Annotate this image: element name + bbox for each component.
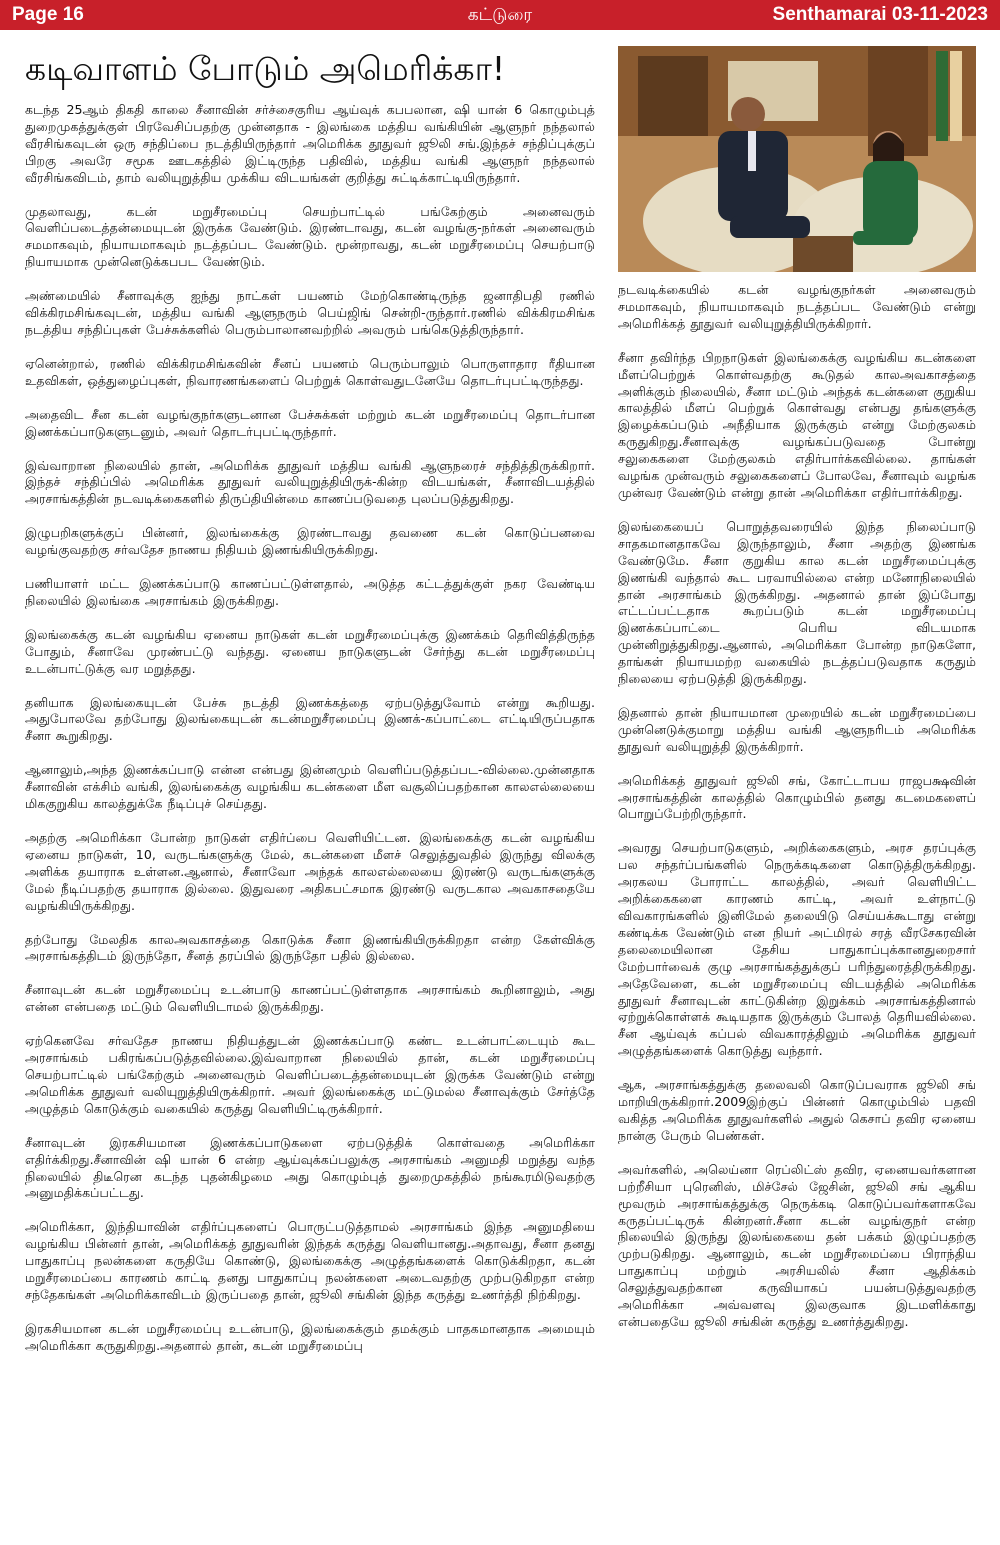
article-paragraph: அமெரிக்கா, இந்தியாவின் எதிர்ப்புகளைப் பொருட்படுத்தாமல் அரசாங்கம் இந்த அனுமதியை வழங்கிய பின்னர் தான், அமெரிக்கத் தூதுவரின் இந்தக் கருத்து வெளியானது.அதாவது, சீனா தனது பாதுகாப்பு நலன்களை கருதியே கொண்டு, இலங்கைக்கு அழுத்தங்களைக் கொடுக்கிறதா, கடன் மறுசீரமைப்பை காரணம் காட்டி தனது பாதுகாப்பு நலன்களை அடைவதற்கு முற்படுகிறதா என்ற சந்தேகங்கள் அமெரிக்காவிடம் இருப்பதை தான், ஜூலி சங்கின் இந்த கருத்து உணர்த்தி நிற்கிறது.: [25, 1219, 595, 1302]
article-paragraph: சீனா தவிர்ந்த பிறநாடுகள் இலங்கைக்கு வழங்கிய கடன்களை மீளப்பெற்றுக் கொள்வதற்கு கூடுதல் காலஅவகாசத்தை அளிக்கும் நிலையில், சீனா மட்டும் அந்தக் கடன்களை குறுகிய காலத்தில் மீளப் பெற்றுக் கொள்வது என்பது தங்களுக்கு இழைக்கப்படும் அநீதியாக இருக்கும் என்று மேற்குலகம் கருதுகிறது.சீனாவுக்கு வழங்கப்படுவதை போன்று சலுகைகளை மேற்குலகம் எதிர்பார்க்கவில்லை. தாங்கள் வழங்க முன்வரும் சலுகைகளைப் போலவே, சீனாவும் வழங்க முன்வர வேண்டும் என்று தான் அமெரிக்கா எதிர்பார்க்கிறது.: [618, 349, 976, 500]
section-label: கட்டுரை: [467, 5, 533, 25]
article-photo: [618, 46, 976, 272]
article-paragraph: இழுபறிகளுக்குப் பின்னர், இலங்கைக்கு இரண்டாவது தவணை கடன் கொடுப்பனவை வழங்குவதற்கு சர்வதேச நாணய நிதியம் இணங்கியிருக்கிறது.: [25, 525, 595, 558]
article-paragraph: அவர்களில், அலெய்னா ரெப்லிட்ஸ் தவிர, ஏனையவர்களான பற்றீசியா புரெனிஸ், மிச்சேல் ஜேசின், ஜூலி சங் ஆகிய மூவரும் அரசாங்கத்துக்கு நெருக்கடி கொடுப்பவர்களாகவே கருதப்பட்டிருக் கின்றனர்.சீனா கடன் வழங்குநர் என்ற நிலையில் இருந்து இலங்கையை தன் பக்கம் இழுப்பதற்கு முற்படுகிறது. ஆனாலும், கடன் மறுசீரமைப்பை பிராந்திய பாதுகாப்பு மற்றும் அரசியலில் சீனா ஆதிக்கம் செலுத்துவதற்கான கருவியாகப் பயன்படுத்துவதற்கு அமெரிக்கா அவ்வளவு இலகுவாக இடமளிக்காது என்பதையே ஜூலி சங்கின் கருத்து உணர்த்துகிறது.: [618, 1161, 976, 1329]
meeting-photo-illustration: [618, 46, 976, 272]
article-paragraph: இதனால் தான் நியாயமான முறையில் கடன் மறுசீரமைப்பை முன்னெடுக்குமாறு மத்திய வங்கி ஆளுநரிடம் அமெரிக்க தூதுவர் வலியுறுத்தி இருக்கிறார்.: [618, 704, 976, 754]
article-paragraph: அதற்கு அமெரிக்கா போன்ற நாடுகள் எதிர்ப்பை வெளியிட்டன. இலங்கைக்கு கடன் வழங்கிய ஏனைய நாடுகள், 10, வருடங்களுக்கு மேல், கடன்களை மீளச் செலுத்துவதில் இருந்து விலக்கு அளிக்க தயாராக உள்ளன.ஆனால், சீனாவோ அந்தக் காலஎல்லையை இரண்டு வருடங்களுக்கு மேல் நீடிப்பதற்கு தயாராக இல்லை. இதுவரை அதிகபட்சமாக இரண்டு வருடகால அவகாசதையே வழங்கியிருக்கிறது.: [25, 830, 595, 913]
article-paragraph: அமெரிக்கத் தூதுவர் ஜூலி சங், கோட்டாபய ராஜபக்ஷவின் அரசாங்கத்தின் காலத்தில் கொழும்பில் தனது கடமைகளைப் பொறுப்பேற்றிருந்தார்.: [618, 772, 976, 822]
article-paragraph: நடவடிக்கையில் கடன் வழங்குநர்கள் அனைவரும் சமமாகவும், நியாயமாகவும் நடத்தப்பட வேண்டும் என்று அமெரிக்கத் தூதுவர் வலியுறுத்தியிருக்கிறார்.: [618, 282, 976, 331]
article-paragraph: இலங்கைக்கு கடன் வழங்கிய ஏனைய நாடுகள் கடன் மறுசீரமைப்புக்கு இணக்கம் தெரிவித்திருந்த போதும், சீனாவே முரண்பட்டு வந்தது. ஏனைய நாடுகளுடன் சேர்ந்து கடன் மறுசீரமைப்பு உடன்பாட்டுக்கு வர மறுத்தது.: [25, 626, 595, 676]
article-paragraph: இலங்கையைப் பொறுத்தவரையில் இந்த நிலைப்பாடு சாதகமானதாகவே இருந்தாலும், சீனா அதற்கு இணங்க வேண்டுமே. சீனா குறுகிய கால கடன் மறுசீரமைப்புக்கு இணங்கி வந்தால் கூட பரவாயில்லை என்ற மனோநிலையில் தான் அரசாங்கம் இருக்கிறது. அதனால் தான் இப்போது எட்டப்பட்டதாக கூறப்படும் கடன் மறுசீரமைப்பு இணக்கப்பாட்டை பெரிய விடயமாக முன்னிறுத்துகிறது.ஆனால், அமெரிக்கா போன்ற நாடுகளோ, தாங்கள் நியாயமற்ற வகையில் நடத்தப்படுவதாக கருதும் நிலையை ஏற்படுத்தி இருக்கிறது.: [618, 518, 976, 687]
article-paragraph: சீனாவுடன் கடன் மறுசீரமைப்பு உடன்பாடு காணப்பட்டுள்ளதாக அரசாங்கம் கூறினாலும், அது என்ன என்பதை மட்டும் வெளியிடாமல் இருக்கிறது.: [25, 982, 595, 1015]
article-paragraph: அண்மையில் சீனாவுக்கு ஐந்து நாட்கள் பயணம் மேற்கொண்டிருந்த ஜனாதிபதி ரணில் விக்கிரமசிங்கவுடன், மத்திய வங்கி ஆளுநரும் பெய்ஜிங் சென்றி-ருந்தார்.ரணில் விக்கிரமசிங்க நடத்திய சந்திப்புகள் பேச்சுக்களில் பெரும்பாலானவற்றில் அவரும் பங்கெடுத்திருந்தார்.: [25, 288, 595, 337]
article-paragraph: அவரது செயற்பாடுகளும், அறிக்கைகளும், அரச தரப்புக்கு பல சந்தர்ப்பங்களில் நெருக்கடிகளை கொடுத்திருக்கிறது. அரகலய போராட்ட காலத்தில், அவர் வெளியிட்ட அறிக்கைகளை காரணம் காட்டி, அவர் உள்நாட்டு விவகாரங்களில் இனிமேல் தலையிடு செய்யக்கூடாது என்று கண்டிக்க வேண்டும் என நியர் அட்மிரல் சரத் வீரசேகரவின் தலைமையிலான தேசிய பாதுகாப்புக்கானதுறைசார் மேற்பார்வைக் குழு அரசாங்கத்துக்குப் பரிந்துரைத்திருக்கிறது. அதேவேளை, கடன் மறுசீரமைப்பு விடயத்தில் அமெரிக்க தூதுவர் சீனாவுடன் காட்டுகின்ற இறுக்கம் அரசாங்கத்தினால் ஏற்றுக்கொள்ளக் கூடியதாக இருக்கும் போலத் தெரியவில்லை. சீன ஆய்வுக் கப்பல் விவகாரத்திலும் அமெரிக்க தூதுவர் அழுத்தங்களைக் கொடுத்து வந்தார்.: [618, 840, 976, 1059]
article-paragraph: பணியாளர் மட்ட இணக்கப்பாடு காணப்பட்டுள்ளதால், அடுத்த கட்டத்துக்குள் நகர வேண்டிய நிலையில் இலங்கை அரசாங்கம் இருக்கிறது.: [25, 576, 595, 608]
article-paragraph: ஏனென்றால், ரணில் விக்கிரமசிங்கவின் சீனப் பயணம் பெரும்பாலும் பொருளாதார ரீதியான உதவிகள், ஒத்துழைப்புகள், நிவாரணங்களைப் பெற்றுக் கொள்வதுடனேயே தொடர்புபட்டிருந்தது.: [25, 355, 595, 388]
article-paragraph: அதைவிட சீன கடன் வழங்குநர்களுடனான பேச்சுக்கள் மற்றும் கடன் மறுசீரமைப்பு தொடர்பான இணக்கப்பாடுகளுடனும், அவர் தொடர்புபட்டிருந்தார்.: [25, 406, 595, 439]
masthead-date: Senthamarai 03-11-2023: [772, 4, 988, 25]
page-number: Page 16: [12, 4, 84, 25]
article-paragraph: ஏற்கெனவே சர்வதேச நாணய நிதியத்துடன் இணக்கப்பாடு கண்ட உடன்பாட்டையும் கூட அரசாங்கம் பகிரங்கப்படுத்தவில்லை.இவ்வாறான நிலையில் தான், கடன் மறுசீரமைப்பு செயற்பாட்டில் பங்கேற்கும் அனைவரும் வெளிப்படைத்தன்மையுடன் இருக்க வேண்டும் என்று அமெரிக்க தூதுவர் வலியுறுத்தியிருக்கிறார். அவர் இலங்கைக்கு மட்டுமல்ல சீனாவுக்கும் சேர்த்தே அழுத்தம் கொடுக்கும் வகையில் கருத்து வெளியிட்டிருக்கிறார்.: [25, 1033, 595, 1116]
article-title: கடிவாளம் போடும் அமெரிக்கா!: [25, 49, 506, 88]
article-paragraph: முதலாவது, கடன் மறுசீரமைப்பு செயற்பாட்டில் பங்கேற்கும் அனைவரும் வெளிப்படைத்தன்மையுடன் இருக்க வேண்டும். இரண்டாவது, கடன் வழங்கு-நர்கள் அனைவரும் சமமாகவும், நியாயமாகவும் நடத்தப்பட வேண்டும். மூன்றாவது, கடன் மறுசீரமைப்பு செயற்பாடு நியாயமாக முன்னெடுக்கபபட வேண்டும்.: [25, 203, 595, 270]
article-paragraph: தற்போது மேலதிக காலஅவகாசத்தை கொடுக்க சீனா இணங்கியிருக்கிறதா என்ற கேள்விக்கு அரசாங்கத்திடம் இருந்தோ, சீனத் தரப்பில் இருந்தோ பதில் இல்லை.: [25, 931, 595, 964]
article-paragraph: ஆக, அரசாங்கத்துக்கு தலைவலி கொடுப்பவராக ஜூலி சங் மாறியிருக்கிறார்.2009இற்குப் பின்னர் கொழும்பில் பதவி வகித்த அமெரிக்க தூதுவர்களில் அதுல் கெசாப் தவிர ஏனைய நான்கு பேரும் பெண்கள்.: [618, 1077, 976, 1143]
article-paragraph: ஆனாலும்,அந்த இணக்கப்பாடு என்ன என்பது இன்னமும் வெளிப்படுத்தப்பட-வில்லை.முன்னதாக சீனாவின் எக்சிம் வங்கி, இலங்கைக்கு வழங்கிய கடன்களை மீள வசூலிப்பதற்கான காலஎல்லையை மிககுறுகிய காலத்துக்கே நீடிப்புச் செய்தது.: [25, 762, 595, 812]
article-body-left-column: [25, 102, 595, 1372]
article-body-right-column: [618, 282, 976, 1348]
article-paragraph: கடந்த 25ஆம் திகதி காலை சீனாவின் சர்ச்சைகுரிய ஆய்வுக் கபபலான, ஷி யான் 6 கொழும்புத் துறைமுகத்துக்குள் பிரவேசிப்பதற்கு முன்னதாக - இலங்கை மத்திய வங்கியின் ஆளுநர் நந்தலால் வீரசிங்கவுடன் ஒரு சந்திப்பை நடத்தியிருந்தார் அமெரிக்க தூதுவர் ஜூலி சங்.இந்தச் சந்திப்புக்குப் பிறகு அவரே சமூக ஊடகத்தில் இட்டிருந்த பதிவில், மத்திய வங்கி ஆளுநர் நந்தலால் வீரசிங்கவிடம், தாம் வலியுறுத்திய முக்கிய விடயங்கள் குறித்து சுட்டிக்காட்டியிருந்தார்.: [25, 102, 595, 185]
article-paragraph: சீனாவுடன் இரகசியமான இணக்கப்பாடுகளை ஏற்படுத்திக் கொள்வதை அமெரிக்கா எதிர்க்கிறது.சீனாவின் ஷி யான் 6 என்ற ஆய்வுக்கப்பலுக்கு அரசாங்கம் அனுமதி மறுத்து வந்த நிலையில் திடீரென கடந்த புதன்கிழமை அது கொழும்புத் துறைமுகத்தில் நங்கூரமிடுவதற்கு அனுமதிக்கப்பட்டது.: [25, 1134, 595, 1201]
article-paragraph: இரகசியமான கடன் மறுசீரமைப்பு உடன்பாடு, இலங்கைக்கும் தமக்கும் பாதகமானதாக அமையும் அமெரிக்கா கருதுகிறது.அதனால் தான், கடன் மறுசீரமைப்பு: [25, 1320, 595, 1353]
article-paragraph: இவ்வாறான நிலையில் தான், அமெரிக்க தூதுவர் மத்திய வங்கி ஆளுநரைச் சந்தித்திருக்கிறார். இந்தச் சந்திப்பில் அமெரிக்க தூதுவர் வலியுறுத்தியிருக்-கின்ற விடயங்கள், சீனாவிடயத்தில் அரசாங்கத்தின் நடவடிக்கைகளில் திருப்தியின்மை காணப்படுவதை புலப்படுத்துகிறது.: [25, 457, 595, 507]
article-paragraph: தனியாக இலங்கையுடன் பேச்சு நடத்தி இணக்கத்தை ஏற்படுத்துவோம் என்று கூறியது. அதுபோலவே தற்போது இலங்கையுடன் கடன்மறுசீரமைப்பு இணக்-கப்பாட்டை எட்டியிருப்பதாக சீனா கூறுகிறது.: [25, 694, 595, 744]
page-header-bar: [0, 0, 1000, 30]
